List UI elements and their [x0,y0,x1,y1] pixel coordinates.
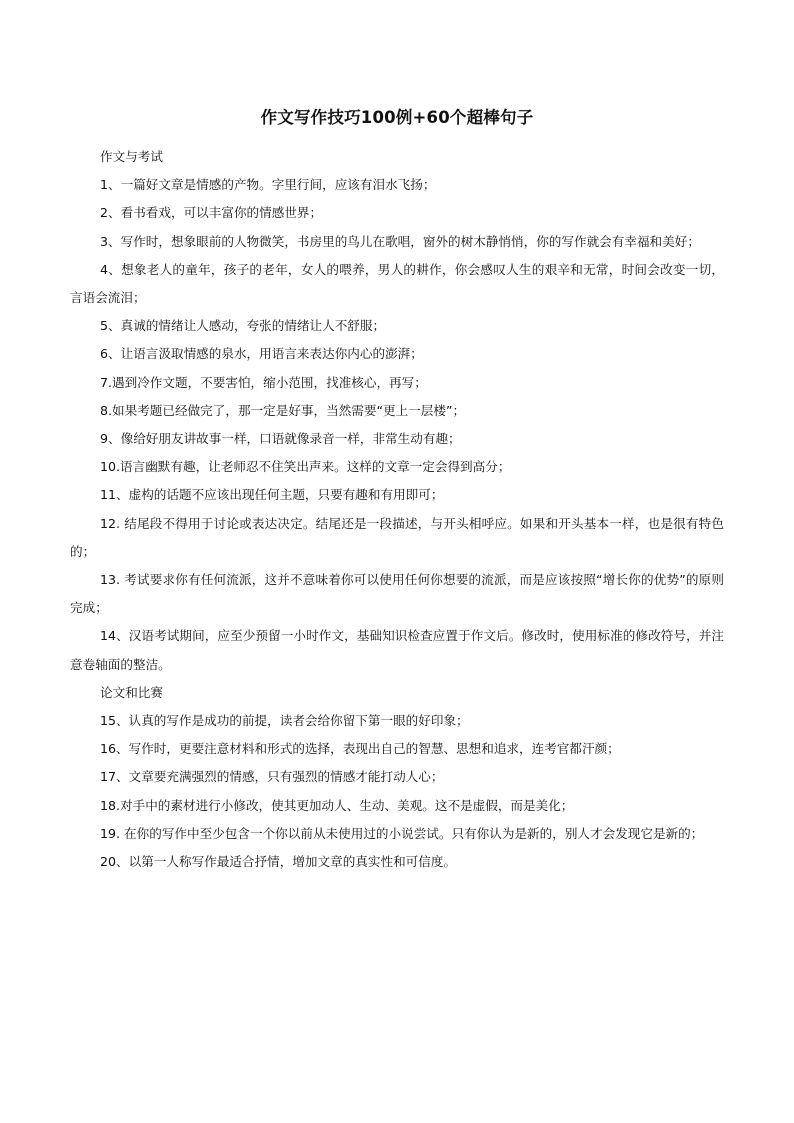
paragraph-1: 1、一篇好文章是情感的产物。字里行间，应该有泪水飞扬； [100,177,436,193]
section-heading-exam: 作文与考试 [100,149,163,164]
paragraph-6: 6、让语言汲取情感的泉水，用语言来表达你内心的澎湃； [100,346,423,362]
paragraph-7: 7.遇到冷作文题，不要害怕，缩小范围，找准核心，再写； [100,374,427,390]
paragraph-16: 16、写作时，更要注意材料和形式的选择，表现出自己的智慧、思想和追求，连考官都汗颜； [100,741,620,757]
document-title: 作文写作技巧100例+60个超棒句子 [260,108,534,127]
paragraph-18: 18.对手中的素材进行小修改，使其更加动人、生动、美观。这不是虚假，而是美化； [100,797,574,813]
paragraph-2: 2、看书看戏，可以丰富你的情感世界； [100,205,323,221]
paragraph-10: 10.语言幽默有趣，让老师忍不住笑出声来。这样的文章一定会得到高分； [100,459,511,475]
paragraph-4: 4、想象老人的童年，孩子的老年，女人的喂养，男人的耕作，你会感叹人生的艰辛和无常，时间会改变一切，言语会流泪； [70,261,724,306]
paragraph-17: 17、文章要充满强烈的情感，只有强烈的情感才能打动人心； [100,769,444,785]
paragraph-13: 13. 考试要求你有任何流派，这并不意味着你可以使用任何你想要的流派，而是应该按照“增长你的优势”的原则完成； [70,572,724,616]
paragraph-15: 15、认真的写作是成功的前提，读者会给你留下第一眼的好印象； [100,713,469,729]
paragraph-11: 11、虚构的话题不应该出现任何主题，只要有趣和有用即可； [100,487,444,503]
paragraph-9: 9、像给好朋友讲故事一样，口语就像录音一样，非常生动有趣； [100,431,461,447]
paragraph-8: 8.如果考题已经做完了，那一定是好事，当然需要“更上一层楼”； [100,402,466,418]
section-heading-papers: 论文和比赛 [100,684,163,700]
paragraph-19: 19. 在你的写作中至少包含一个你以前从未使用过的小说尝试。只有你认为是新的，别人才会发现它是新的； [100,825,704,841]
paragraph-20: 20、以第一人称写作最适合抒情，增加文章的真实性和可信度。 [100,854,457,870]
paragraph-12: 12. 结尾段不得用于讨论或表达决定。结尾还是一段描述，与开头相呼应。如果和开头基本一样，也是很有特色的； [70,515,724,559]
paragraph-3: 3、写作时，想象眼前的人物微笑，书房里的鸟儿在歌唱，窗外的树木静悄悄，你的写作就会有幸福和美好； [100,233,700,249]
document-body [70,143,724,876]
paragraph-14: 14、汉语考试期间，应至少预留一小时作文，基础知识检查应置于作文后。修改时，使用标准的修改符号，并注意卷轴面的整洁。 [70,628,724,672]
paragraph-5: 5、真诚的情绪让人感动，夸张的情绪让人不舒服； [100,318,386,334]
